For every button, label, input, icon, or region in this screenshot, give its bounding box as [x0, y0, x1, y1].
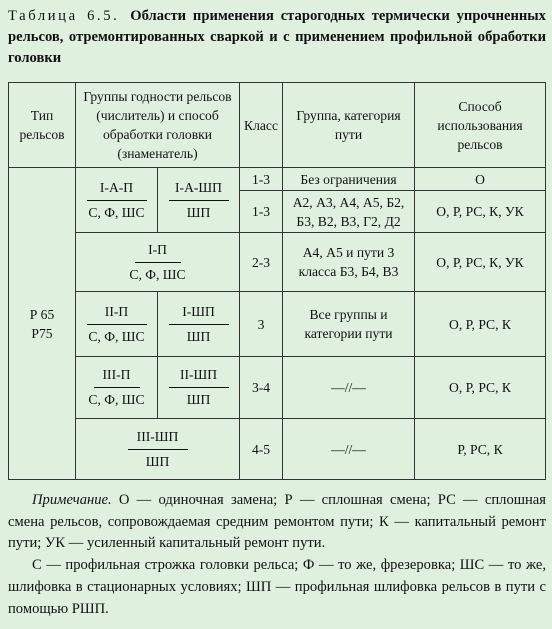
- method-cell: О, Р, РС, К, УК: [415, 233, 546, 292]
- rail-type-1: Р 65: [29, 306, 55, 322]
- header-row: [9, 83, 546, 168]
- rail-type-cell: [9, 168, 76, 480]
- header-category: Группа, категория пути: [283, 83, 415, 168]
- class-cell: 2-3: [240, 233, 283, 292]
- class-cell: 1-3: [240, 191, 283, 233]
- fraction: $\frac{I-А-П}{С, Ф, ШС}$: [88, 179, 145, 220]
- table-row: [9, 292, 546, 357]
- group-cell: [76, 168, 158, 233]
- table-caption: [8, 6, 546, 69]
- group-cell: [76, 419, 240, 480]
- class-cell: 4-5: [240, 419, 283, 480]
- category-cell: Без ограничения: [283, 168, 415, 191]
- header-type: Тип рельсов: [9, 83, 76, 168]
- fraction: $\frac{I-П}{С, Ф, ШС}$: [129, 241, 186, 282]
- header-class: Класс: [240, 83, 283, 168]
- fraction: $\frac{\text{III-П}}{С, Ф, ШС}$: [88, 367, 145, 407]
- fraction: $\frac{II-ШП}{ШП}$: [169, 366, 229, 409]
- class-cell: 3-4: [240, 357, 283, 419]
- group-cell: [158, 168, 240, 233]
- category-cell: А2, А3, А4, А5, Б2, Б3, В2, В3, Г2, Д2: [283, 191, 415, 233]
- note-paragraph-2: С — профильная строжка головки рельса; Ф — то же, фрезеровка; ШС — то же, шлифовка в стационарных условиях; ШП — профильная шлифовка рельсов в пути с помощью РШП.: [8, 557, 546, 617]
- table-note: [8, 490, 546, 620]
- note-label: Примечание.: [32, 492, 112, 508]
- group-cell: [158, 357, 240, 419]
- method-cell: Р, РС, К: [415, 419, 546, 480]
- table-title: Области применения старогодных термически упрочненных рельсов, отремонтированных сваркой и с применением профильной обработки головки: [8, 8, 546, 66]
- fraction: $\frac{\text{III-ШП}}{ШП}$: [128, 428, 188, 471]
- fraction: $\frac{I-А-ШП}{ШП}$: [169, 179, 229, 222]
- table-label: Таблица 6.5.: [8, 8, 120, 24]
- method-cell: О: [415, 168, 546, 191]
- class-cell: 3: [240, 292, 283, 357]
- header-groups: Группы годности рельсов (числитель) и способ обработки головки (знаменатель): [76, 83, 240, 168]
- category-cell: А4, А5 и пути 3 класса Б3, Б4, В3: [283, 233, 415, 292]
- fraction: $\frac{I-ШП}{ШП}$: [169, 303, 229, 346]
- table-row: [9, 419, 546, 480]
- rail-type-2: Р75: [31, 325, 53, 341]
- table-row: [9, 168, 546, 191]
- group-cell: [76, 233, 240, 292]
- category-cell: —//—: [283, 357, 415, 419]
- table-row: [9, 233, 546, 292]
- class-cell: 1-3: [240, 168, 283, 191]
- method-cell: О, Р, РС, К: [415, 357, 546, 419]
- note-paragraph-1: [8, 490, 546, 555]
- method-cell: О, Р, РС, К: [415, 292, 546, 357]
- rails-table: [8, 82, 546, 480]
- fraction: $\frac{II-П}{С, Ф, ШС}$: [88, 303, 145, 344]
- method-cell: О, Р, РС, К, УК: [415, 191, 546, 233]
- group-cell: [158, 292, 240, 357]
- category-cell: Все группы и категории пути: [283, 292, 415, 357]
- header-method: Способ использования рельсов: [415, 83, 546, 168]
- note-text-1: О — одиночная замена; Р — сплошная смена; РС — сплошная смена рельсов, сопровождаемая средним ремонтом пути; К — капитальный ремонт пути; УК — усиленный капитальный ремонт пути.: [8, 492, 546, 552]
- category-cell: —//—: [283, 419, 415, 480]
- group-cell: [76, 357, 158, 419]
- group-cell: [76, 292, 158, 357]
- table-row: [9, 357, 546, 419]
